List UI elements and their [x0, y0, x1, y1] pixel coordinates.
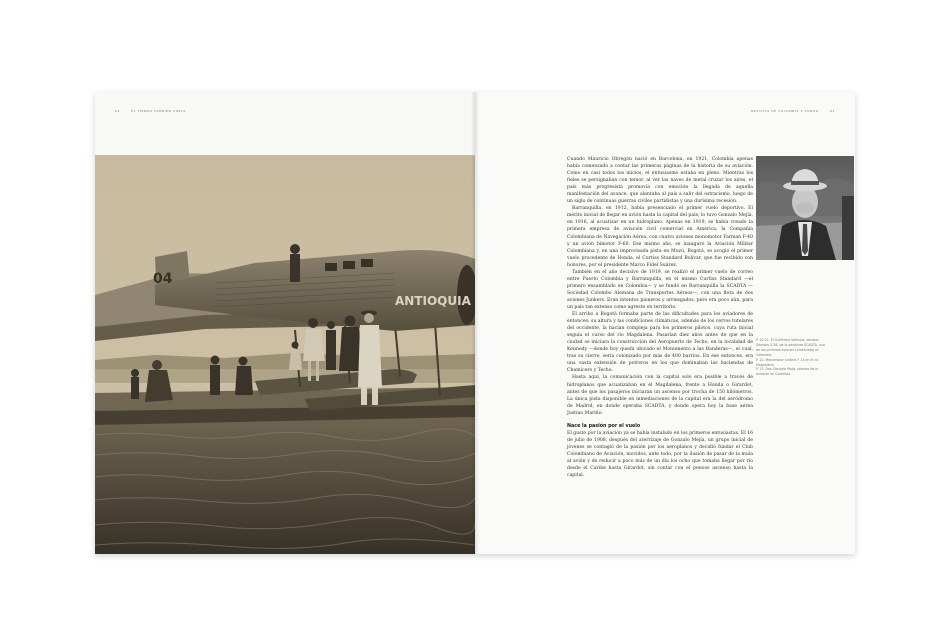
right-page — [475, 92, 855, 554]
caption: P. 23. Don Gonzalo Mejía, pionero de la aviación en Colombia. — [756, 367, 819, 377]
right-running-head — [751, 109, 835, 113]
book-gutter — [471, 92, 479, 554]
book-spread — [95, 92, 855, 554]
right-running-title: NOTICIAS DE COLOMBIA A FONDO — [750, 109, 819, 113]
body-paragraph: Cuando Mauricio Obregón nació en Barcelona, en 1921, Colombia apenas había comenzado a contar las primeras páginas de la historia de su aviación. Como en casi todos los inicios, el entusiasmo estaba en pleno. Mientras los fieles se persignaban con temor, al ver las naves de metal cruzar los aires, el país más progresista promovía con emoción la llegada de aquella manifestación del avance, que alentaba al país a salir del ostracismo, luego de un siglo de continuas guerras civiles partidistas y una durísima recesión. — [567, 157, 753, 205]
body-paragraph: El arribo a Bogotá formaba parte de las dificultades para los aviadores de entonces: su altura y las condiciones climáticas, además de los cerros tutelares del occidente, la hacían compleja para los primeros pilotos, cuya ruta inicial seguía el curso del río Magdalena. Pasarían diez años antes de que en la ciudad se iniciara la construcción del Aeropuerto de Techo, en la localidad de Kennedy —donde hoy queda ubicado el Monumento a las Banderas—, el cual, tras su cierre, sería colonizado por más de 400 barrios. En ese entonces, era una vasta extensión de potreros en los que dominaban las haciendas de Chamicero y Techo. — [567, 312, 753, 374]
seaplane-dock-photo — [95, 155, 475, 554]
aircraft-registration: 04 — [153, 271, 173, 287]
body-paragraph: Hasta aquí, la comunicación con la capital solo era posible a través de hidroplanos que acuatizaban en el Magdalena, frente a Honda o Girardot, antes de que los pasajeros iniciaran un ascenso por trocha de 150 kilómetros. La única pista disponible en inmediaciones de la capital era la del aeródromo de Madrid, en donde operaba SCADTA, y donde opera hoy la base aérea Justino Mariño. — [567, 375, 753, 416]
left-running-title: EL TIEMPO TAMBIÉN VUELA — [131, 109, 187, 113]
left-folio: 62 — [115, 109, 121, 113]
photo-captions — [756, 338, 828, 377]
caption: P. 22. Monomotor Junkers F 13 en el río Magdalena. — [756, 357, 819, 367]
caption: P. 20-21. El Guillermo Valencia, bimotor Sikorsky S-38, de la aerolínea SCADTA, uno de los primeros aviones comerciales en Colombia. — [756, 338, 825, 357]
left-page — [95, 92, 475, 554]
section-subheading: Nace la pasión por el vuelo — [567, 423, 641, 429]
body-paragraph: El gusto por la aviación ya se había instalado en los primeros entusiastas. El 16 de julio de 1908, después del aterrizaje de Gonzalo Mejía, un grupo inicial de jóvenes se contagió de la pasión por los aeroplanos y decidió fundar el Club Colombiano de Aviación, movidos, ante todo, por la ilusión de pasar de la mula al avión y de reducir a poco más de un día los ocho que tomaba llegar por río desde el Caribe hasta Girardot, sin contar con el penoso ascenso hasta la capital. — [567, 430, 753, 479]
aircraft-lettering: ANTIOQUIA — [395, 294, 471, 308]
left-running-head — [115, 109, 186, 113]
portrait-photo — [756, 156, 854, 260]
right-folio: 63 — [829, 109, 835, 113]
article-body — [567, 156, 753, 479]
body-paragraph: Barranquilla, en 1912, había presenciado el primer vuelo deportivo. El mérito inicial de llegar en avión hasta la capital del país, lo tuvo Gonzalo Mejía, en 1916, al acuatizar en un hidroplano. Apenas en 1919, se había creado la primera empresa de aviación civil comercial en América, la Compañía Colombiana de Navegación Aérea, con cuatro aviones monomotor Farman F-40 y un avión bimotor F-60. Ese mismo año, se inauguró la Aviación Militar Colombiana y, en una improvisada pista en Muzú, Bogotá, se acogió el primer vuelo procedente de Honda, el Curtiss Standard Bolívar, que fue recibido con honores, por el presidente Marco Fidel Suárez. — [567, 206, 753, 268]
body-paragraph: También en el año decisivo de 1919, se realizó el primer vuelo de correo entre Puerto Colombia y Barranquilla, en el mismo Curtiss Standard —el primero ensamblado en Colombia— y se fundó en Barranquilla la SCADTA —Sociedad Colombo Alemana de Transportes Aéreos—, con una flota de dos aviones Junkers. Eran intentos pioneros y arriesgados, pero era poco aún, para un país tan extenso como agreste en territorio. — [567, 269, 753, 310]
